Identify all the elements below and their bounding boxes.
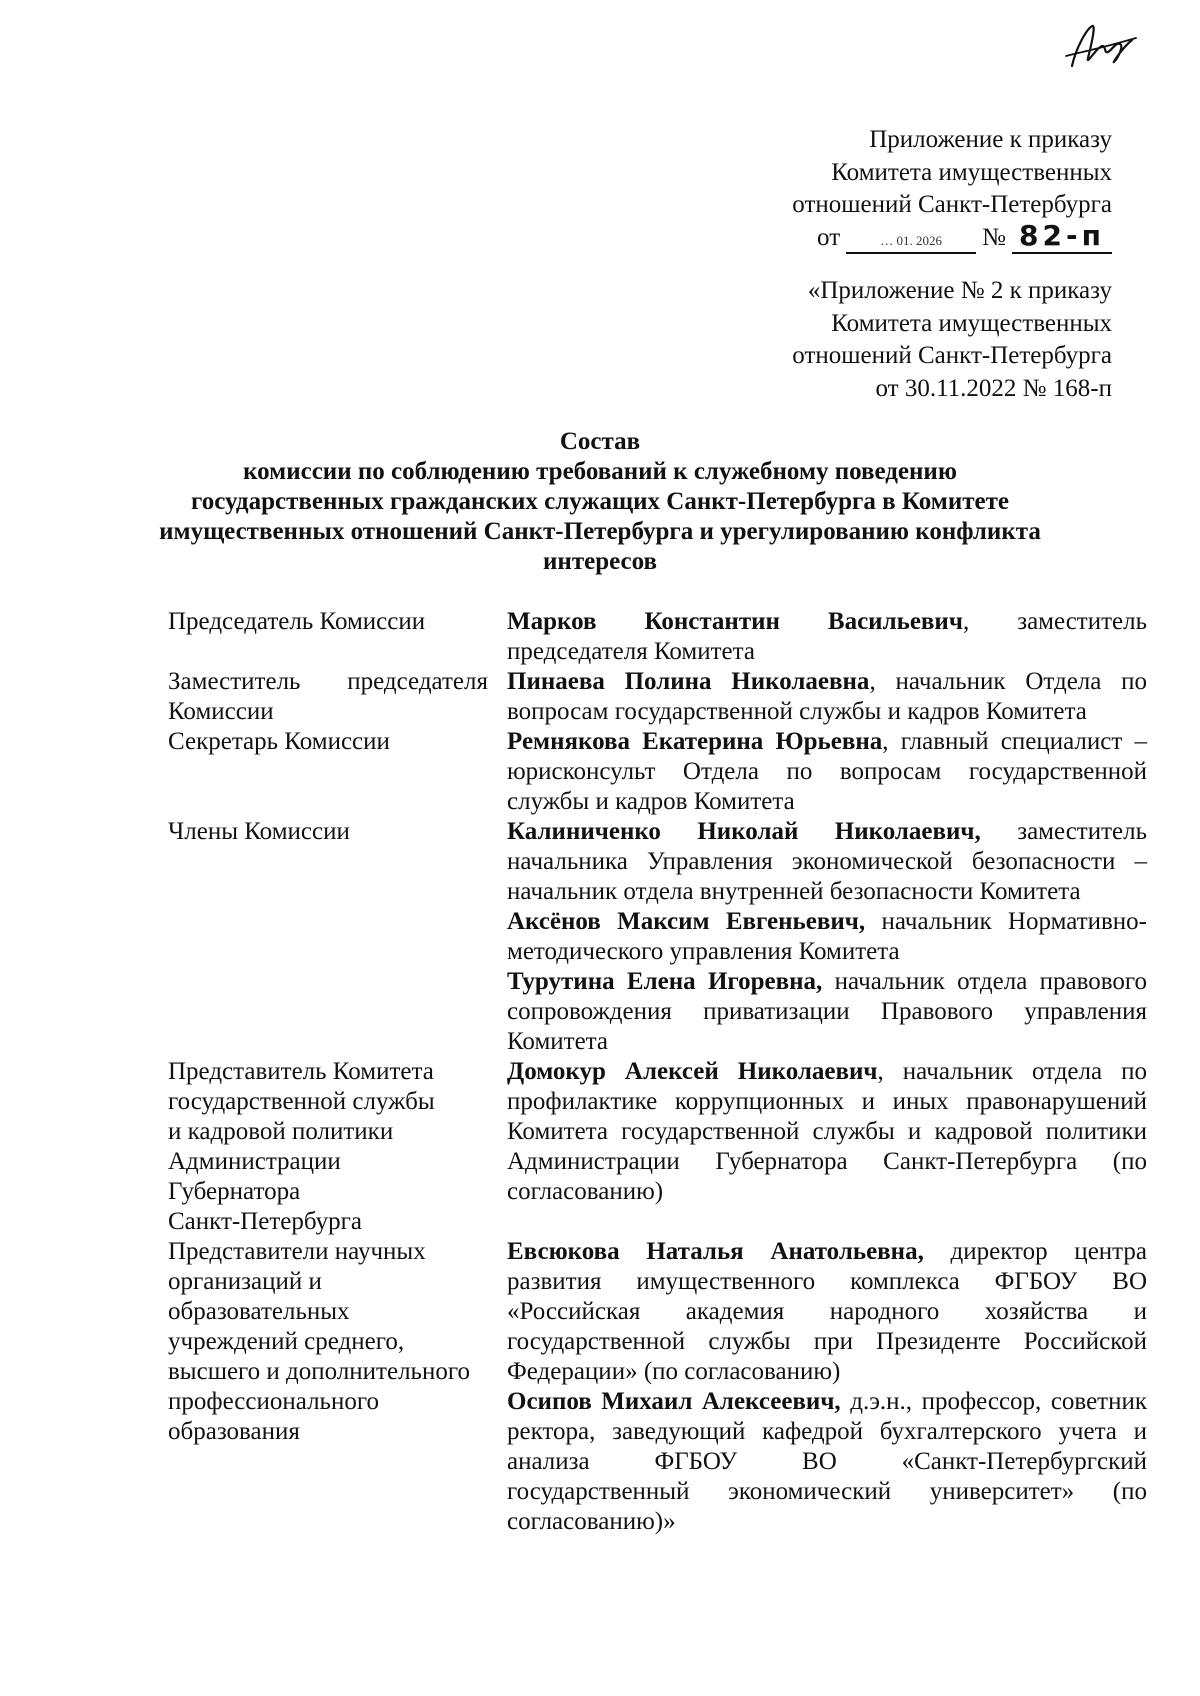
member-position: директор центра развития имущественного комплекса ФГБОУ ВО «Российская академия народного хозяйства и государственной службы при Президенте Российской Федерации» (по согласованию) xyxy=(507,1238,1147,1385)
members-list xyxy=(507,1057,1147,1237)
name-separator xyxy=(924,1238,951,1265)
role-line: образования xyxy=(168,1418,300,1445)
composition-row xyxy=(168,1057,1145,1237)
name-separator xyxy=(822,968,834,995)
title-line: интересов xyxy=(543,548,657,575)
annex2-header-line: отношений Санкт-Петербурга xyxy=(792,342,1112,369)
member-name: Калиниченко Николай Николаевич, xyxy=(507,818,981,845)
member-entry xyxy=(507,907,1147,967)
member-name: Турутина Елена Игоревна, xyxy=(507,968,823,995)
name-separator: , xyxy=(882,728,901,755)
role-label: Председатель Комиссии xyxy=(168,608,426,635)
role-line: Губернатора xyxy=(168,1178,301,1205)
annex-header-line: Приложение к приказу xyxy=(869,126,1112,153)
member-position: главный специалист – юрисконсульт Отдела по вопросам государственной службы и кадров Комитета xyxy=(507,728,1147,815)
member-entry xyxy=(507,727,1147,817)
member-name: Осипов Михаил Алексеевич, xyxy=(507,1388,841,1415)
role-line: учреждений среднего, xyxy=(168,1328,405,1355)
order-reference xyxy=(817,219,1112,255)
role-label xyxy=(168,1237,494,1537)
composition-row xyxy=(168,667,1145,727)
composition-row xyxy=(168,1237,1148,1537)
role-line: профессионального xyxy=(168,1388,379,1415)
title-line: имущественных отношений Санкт-Петербурга и урегулированию конфликта xyxy=(159,518,1041,545)
role-line: Представители научных xyxy=(168,1238,426,1265)
commission-composition xyxy=(168,607,1148,1537)
member-entry xyxy=(507,1057,1147,1207)
members-list xyxy=(507,607,1147,667)
role-line: Санкт-Петербурга xyxy=(168,1208,363,1235)
role-line: Представитель Комитета xyxy=(168,1058,434,1085)
role-line: организаций и xyxy=(168,1268,322,1295)
number-label: № xyxy=(982,223,1006,251)
member-name: Евсюкова Наталья Анатольевна, xyxy=(507,1238,924,1265)
document-title xyxy=(150,427,1050,577)
annex2-header xyxy=(792,275,1112,405)
role-label xyxy=(168,1057,494,1237)
order-date: … 01. 2026 xyxy=(846,232,976,254)
member-name: Домокур Алексей Николаевич xyxy=(507,1058,878,1085)
member-position: заместитель председателя Комитета xyxy=(507,608,1147,665)
name-separator: , xyxy=(869,668,896,695)
member-position: начальник Нормативно-методического управления Комитета xyxy=(507,908,1148,965)
role-label: Члены Комиссии xyxy=(168,818,350,845)
member-entry xyxy=(507,667,1147,727)
members-list xyxy=(507,727,1147,817)
name-separator xyxy=(841,1388,851,1415)
from-label: от xyxy=(817,223,841,251)
name-separator: , xyxy=(962,608,1018,635)
member-entry xyxy=(507,967,1147,1057)
title-line: Состав xyxy=(559,428,641,455)
member-entry xyxy=(507,607,1147,667)
member-position: д.э.н., профессор, советник ректора, заведующий кафедрой бухгалтерского учета и анализа ФГБОУ ВО «Санкт-Петербургский государственный экономический университет» (по согласованию)» xyxy=(507,1388,1148,1535)
order-number: 82-п xyxy=(1012,222,1112,254)
role-line: государственной службы xyxy=(168,1088,435,1115)
role-line: образовательных xyxy=(168,1298,350,1325)
composition-row xyxy=(168,817,1148,1057)
role-label: Заместитель председателя Комиссии xyxy=(168,668,488,725)
member-position: начальник Отдела по вопросам государственной службы и кадров Комитета xyxy=(507,668,1147,725)
member-entry xyxy=(507,1237,1147,1387)
members-list xyxy=(507,1237,1147,1537)
member-entry xyxy=(507,817,1147,907)
composition-row xyxy=(168,607,1145,667)
name-separator xyxy=(865,908,881,935)
annex-header xyxy=(792,124,1112,254)
role-line: высшего и дополнительного xyxy=(168,1358,470,1385)
composition-row xyxy=(168,727,1145,817)
role-label: Секретарь Комиссии xyxy=(168,728,390,755)
member-name: Аксёнов Максим Евгеньевич, xyxy=(507,908,866,935)
member-name: Марков Константин Васильевич xyxy=(507,608,963,635)
role-line: и кадровой политики xyxy=(168,1118,394,1145)
annex2-header-line: «Приложение № 2 к приказу xyxy=(807,277,1112,304)
signature xyxy=(1062,18,1142,78)
title-line: государственных гражданских служащих Санкт-Петербурга в Комитете xyxy=(191,488,1009,515)
members-list xyxy=(507,817,1147,1057)
member-position: начальник отдела правового сопровождения приватизации Правового управления Комитета xyxy=(507,968,1148,1055)
name-separator: , xyxy=(877,1058,903,1085)
member-name: Пинаева Полина Николаевна xyxy=(507,668,870,695)
members-list xyxy=(507,667,1147,727)
annex2-header-line: от 30.11.2022 № 168-п xyxy=(875,374,1112,402)
member-position: начальник отдела по профилактике коррупционных и иных правонарушений Комитета государственной службы и кадровой политики Администрации Губернатора Санкт-Петербурга (по согласованию) xyxy=(507,1058,1147,1205)
annex-header-line: Комитета имущественных xyxy=(831,158,1112,186)
title-line: комиссии по соблюдению требований к служебному поведению xyxy=(243,458,957,485)
annex2-header-line: Комитета имущественных xyxy=(831,309,1112,337)
role-line: Администрации xyxy=(168,1148,341,1175)
name-separator xyxy=(981,818,1017,845)
member-entry xyxy=(507,1387,1147,1537)
annex-header-line: отношений Санкт-Петербурга xyxy=(792,191,1112,218)
member-position: заместитель начальника Управления экономической безопасности – начальник отдела внутренней безопасности Комитета xyxy=(507,818,1147,905)
member-name: Ремнякова Екатерина Юрьевна xyxy=(507,728,883,755)
